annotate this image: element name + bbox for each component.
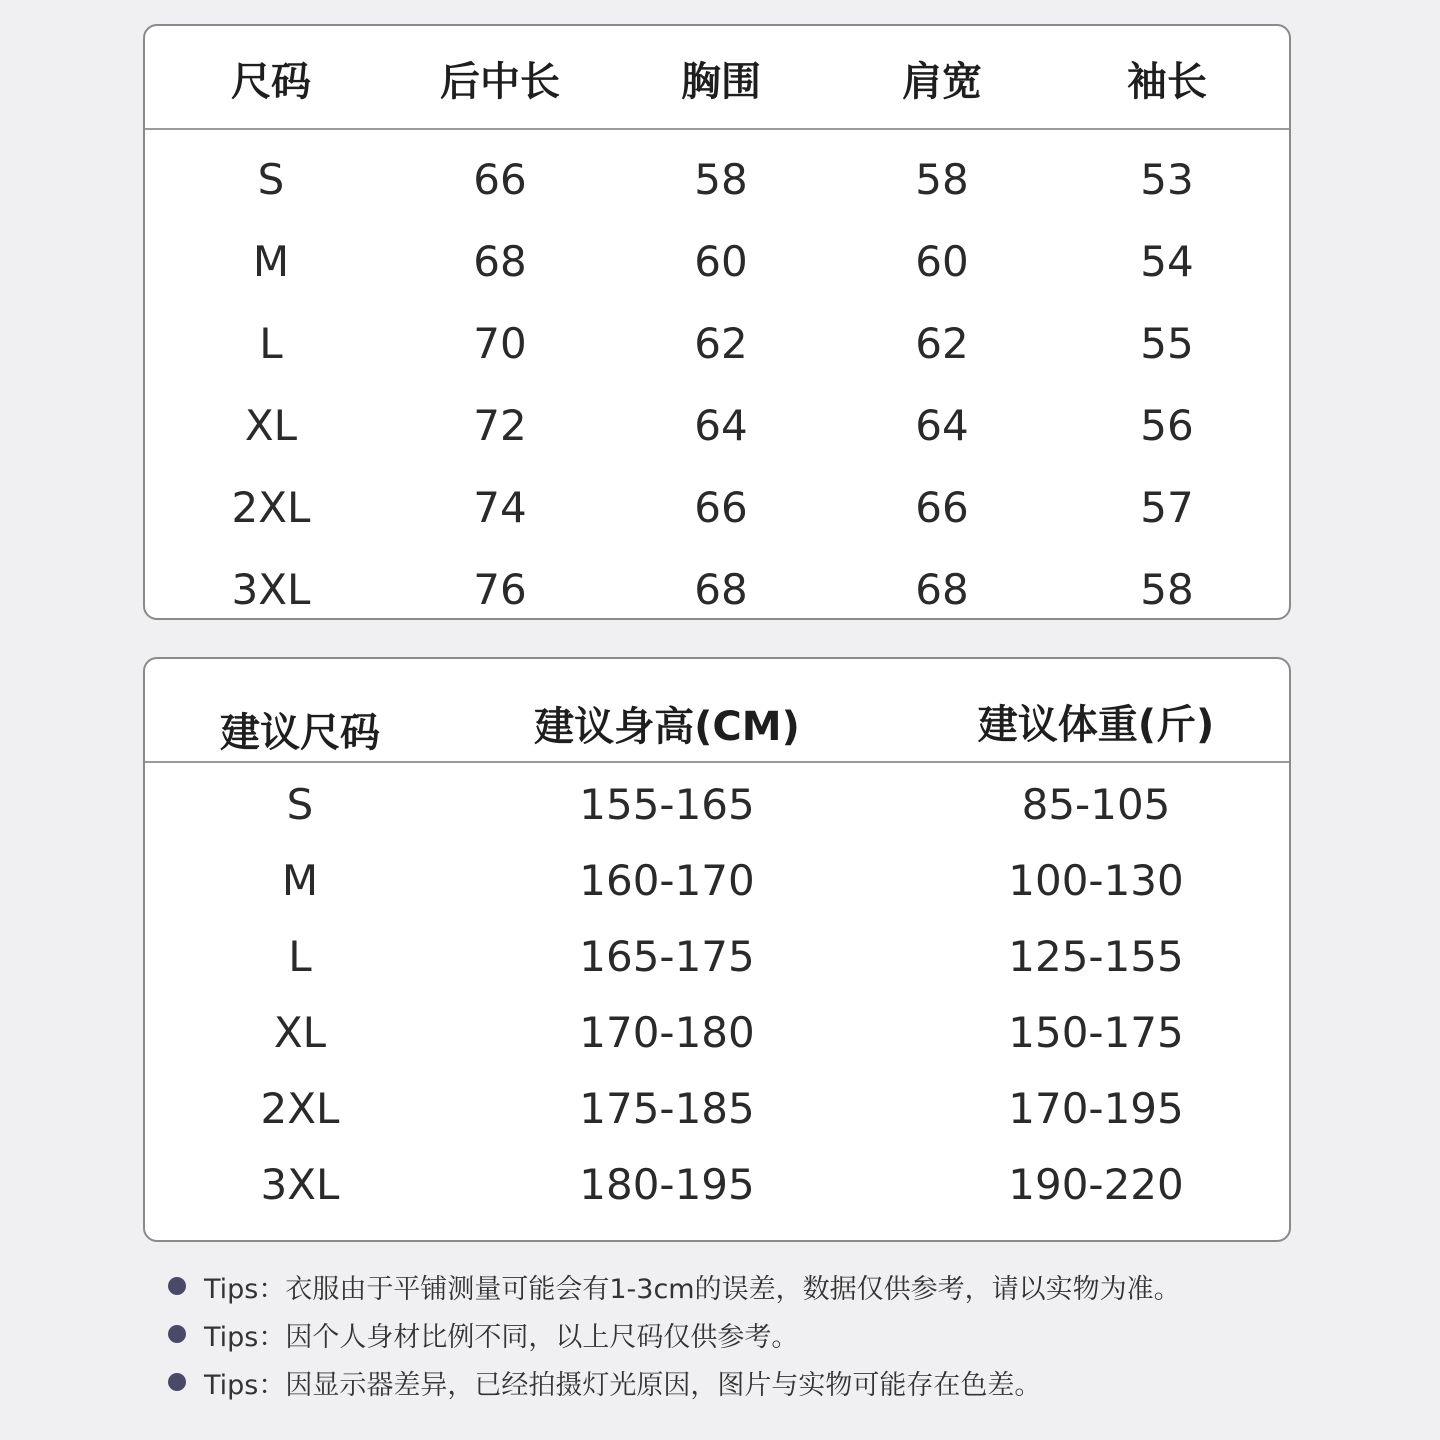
tips-list [168, 1262, 1368, 1406]
recommended-size-cell: 170-195 [1008, 1084, 1184, 1133]
size-chart-cell: M [252, 237, 290, 286]
size-chart-table [143, 24, 1291, 620]
size-chart-header-cell: 胸围 [681, 59, 761, 105]
recommended-size-cell: 190-220 [1008, 1160, 1184, 1209]
size-chart-cell: 66 [473, 155, 527, 204]
size-chart-cell: 58 [915, 155, 969, 204]
recommended-size-cell: S [286, 780, 314, 829]
size-chart-header-cell: 尺码 [231, 59, 311, 105]
recommended-size-header-cell: 建议体重(斤) [977, 702, 1215, 748]
size-chart-cell: 60 [915, 237, 969, 286]
size-chart-cell: 76 [473, 565, 527, 614]
recommended-size-cell: 125-155 [1008, 932, 1184, 981]
tip-text: Tips：衣服由于平铺测量可能会有1-3cm的误差，数据仅供参考，请以实物为准。 [204, 1273, 1181, 1305]
size-chart-cell: 55 [1140, 319, 1194, 368]
recommended-size-cell: 160-170 [579, 856, 755, 905]
size-chart-cell: S [257, 155, 285, 204]
size-chart-cell: 64 [694, 401, 748, 450]
recommended-size-cell: 180-195 [579, 1160, 755, 1209]
size-chart-cell: 72 [473, 401, 527, 450]
size-chart-cell: 58 [694, 155, 748, 204]
tip-text: Tips：因显示器差异，已经拍摄灯光原因，图片与实物可能存在色差。 [204, 1369, 1042, 1401]
size-chart-cell: 68 [694, 565, 748, 614]
size-chart-cell: 62 [694, 319, 748, 368]
size-chart-cell: 57 [1140, 483, 1194, 532]
recommended-size-cell: 100-130 [1008, 856, 1184, 905]
size-chart-cell: 68 [473, 237, 527, 286]
recommended-size-cell: 85-105 [1021, 780, 1171, 829]
size-chart-cell: 2XL [231, 483, 311, 532]
size-chart-cell: 66 [694, 483, 748, 532]
recommended-size-cell: 3XL [260, 1160, 340, 1209]
size-chart-header-cell: 袖长 [1127, 59, 1207, 105]
recommended-size-cell: L [288, 932, 312, 981]
size-chart-cell: 54 [1140, 237, 1194, 286]
tip-item [168, 1358, 1368, 1406]
recommended-size-header-cell: 建议身高(CM) [534, 704, 800, 750]
recommended-size-cell: 150-175 [1008, 1008, 1184, 1057]
size-chart-cell: 58 [1140, 565, 1194, 614]
recommended-size-cell: M [281, 856, 319, 905]
size-chart-cell: 68 [915, 565, 969, 614]
size-chart-cell: 62 [915, 319, 969, 368]
recommended-size-table [143, 657, 1291, 1242]
bullet-dot-icon [168, 1277, 186, 1295]
tip-item [168, 1310, 1368, 1358]
tip-text: Tips：因个人身材比例不同，以上尺码仅供参考。 [204, 1321, 799, 1353]
recommended-size-cell: 170-180 [579, 1008, 755, 1057]
size-chart-header-cell: 肩宽 [902, 59, 982, 105]
size-chart-cell: 64 [915, 401, 969, 450]
size-chart-cell: L [259, 319, 283, 368]
recommended-size-cell: 165-175 [579, 932, 755, 981]
recommended-size-cell: XL [273, 1008, 327, 1057]
recommended-size-cell: 175-185 [579, 1084, 755, 1133]
size-chart-cell: XL [244, 401, 298, 450]
size-chart-cell: 56 [1140, 401, 1194, 450]
recommended-size-header-cell: 建议尺码 [220, 710, 380, 756]
recommended-size-cell: 155-165 [579, 780, 755, 829]
size-chart-cell: 60 [694, 237, 748, 286]
recommended-size-cell: 2XL [260, 1084, 340, 1133]
size-chart-cell: 74 [473, 483, 527, 532]
size-chart-header-cell: 后中长 [440, 59, 560, 105]
size-chart-cell: 70 [473, 319, 527, 368]
bullet-dot-icon [168, 1373, 186, 1391]
size-chart-cell: 66 [915, 483, 969, 532]
tip-item [168, 1262, 1368, 1310]
bullet-dot-icon [168, 1325, 186, 1343]
size-chart-cell: 3XL [231, 565, 311, 614]
size-chart-cell: 53 [1140, 155, 1194, 204]
